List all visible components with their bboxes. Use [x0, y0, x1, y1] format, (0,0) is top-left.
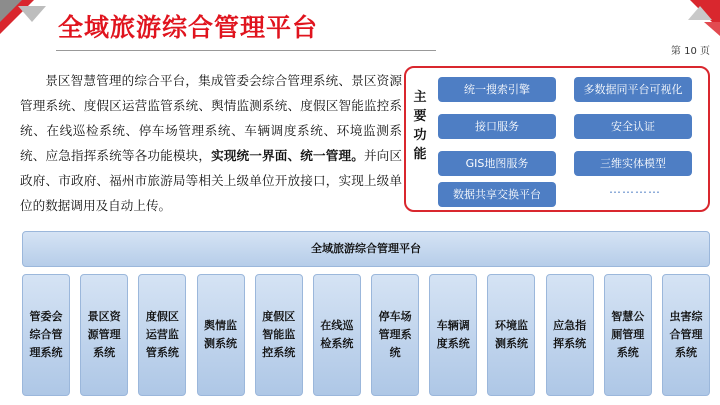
function-search-engine: 统一搜索引擎: [438, 77, 556, 102]
subsystem-box: [371, 274, 419, 396]
platform-bar: 全域旅游综合管理平台: [22, 231, 710, 267]
title-divider: [56, 50, 436, 51]
subsystem-label: 舆情监测系统: [204, 319, 238, 350]
page-title: 全域旅游综合管理平台: [58, 13, 319, 42]
description-text-2: 并向区政府、市政府、福州市旅游局等相关上级单位开放接口，实现上级单位的数据调用及自动上传。: [20, 148, 403, 213]
subsystem-box: [255, 274, 303, 396]
subsystem-label: 虫害综合管理系统: [669, 310, 703, 359]
subsystem-label: 度假区智能监控系统: [262, 310, 296, 359]
subsystem-box: [197, 274, 245, 396]
function-gis-map-service: GIS地图服务: [438, 151, 556, 176]
function-interface-service: 接口服务: [438, 114, 556, 139]
page-number: 第 10 页: [670, 46, 710, 57]
function-multi-data-visualization: 多数据同平台可视化: [574, 77, 692, 102]
function-data-sharing-platform: 数据共享交换平台: [438, 182, 556, 207]
subsystem-box: [429, 274, 477, 396]
function-security-auth: 安全认证: [574, 114, 692, 139]
subsystem-box: [604, 274, 652, 396]
description-text-1: 景区智慧管理的综合平台，集成管委会综合管理系统、景区资源管理系统、度假区运营监管系统、舆情监测系统、度假区智能监控系统、在线巡检系统、停车场管理系统、车辆调度系统、环境监测系统、应急指挥系统等各功能模块，: [20, 73, 402, 163]
description-paragraph: [20, 68, 402, 218]
subsystem-box: [22, 274, 70, 396]
description-bold: 实现统一界面、统一管理。: [211, 148, 364, 163]
subsystem-box: [138, 274, 186, 396]
subsystem-box: [313, 274, 361, 396]
subsystem-box: [546, 274, 594, 396]
subsystem-label: 景区资源管理系统: [87, 310, 121, 359]
subsystem-label: 车辆调度系统: [436, 319, 470, 350]
subsystem-label: 智慧公厕管理系统: [611, 310, 645, 359]
subsystem-label: 管委会综合管理系统: [29, 310, 63, 359]
subsystem-box: [80, 274, 128, 396]
subsystem-label: 应急指挥系统: [553, 319, 587, 350]
subsystem-label: 度假区运营监管系统: [145, 310, 179, 359]
function-more-ellipsis: …………: [609, 182, 661, 196]
main-functions-label: 主要功能: [413, 90, 427, 162]
function-3d-model: 三维实体模型: [574, 151, 692, 176]
subsystem-label: 停车场管理系统: [378, 310, 412, 359]
subsystem-label: 在线巡检系统: [320, 319, 354, 350]
subsystem-label: 环境监测系统: [494, 319, 528, 350]
subsystem-box: [487, 274, 535, 396]
subsystem-box: [662, 274, 710, 396]
